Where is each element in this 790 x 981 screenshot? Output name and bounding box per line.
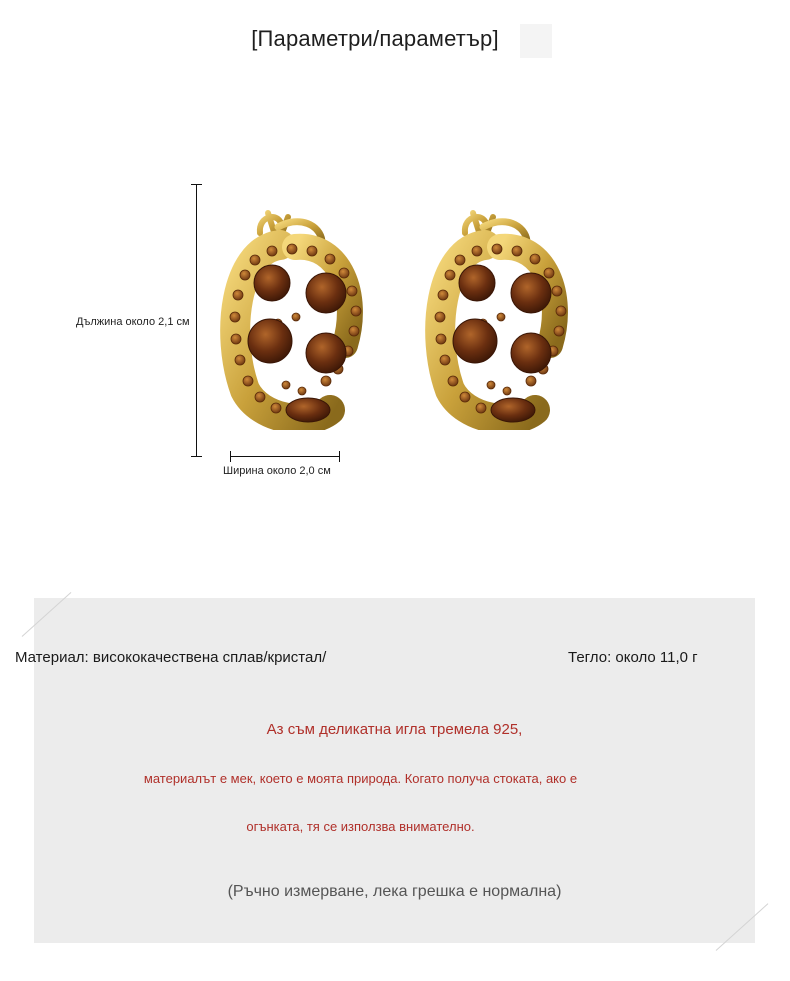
width-dimension-line — [230, 456, 340, 457]
length-dimension-cap-bottom — [191, 456, 202, 457]
notice-line-1: Аз съм деликатна игла тремела 925, — [266, 721, 523, 738]
notice-line-2: материалът е мек, което е моята природа. Когато получа стоката, ако е — [143, 771, 578, 786]
length-dimension-line — [196, 184, 197, 456]
hoop-earrings-image — [220, 205, 580, 430]
width-dimension-cap-left — [230, 451, 231, 462]
measurement-footnote: (Ръчно измерване, лека грешка е нормална) — [227, 883, 562, 900]
width-dimension-cap-right — [339, 451, 340, 462]
title-shadow-block — [520, 24, 552, 58]
width-label: Ширина около 2,0 см — [223, 465, 331, 477]
material-spec: Материал: висококачествена сплав/кристал/ — [15, 649, 327, 666]
notice-line-3: огънката, тя се използва внимателно. — [246, 819, 475, 834]
length-label: Дължина около 2,1 см — [76, 316, 190, 328]
weight-spec: Тегло: около 11,0 г — [568, 649, 698, 666]
page-title: [Параметри/параметър] — [251, 26, 499, 51]
length-dimension-cap-top — [191, 184, 202, 185]
